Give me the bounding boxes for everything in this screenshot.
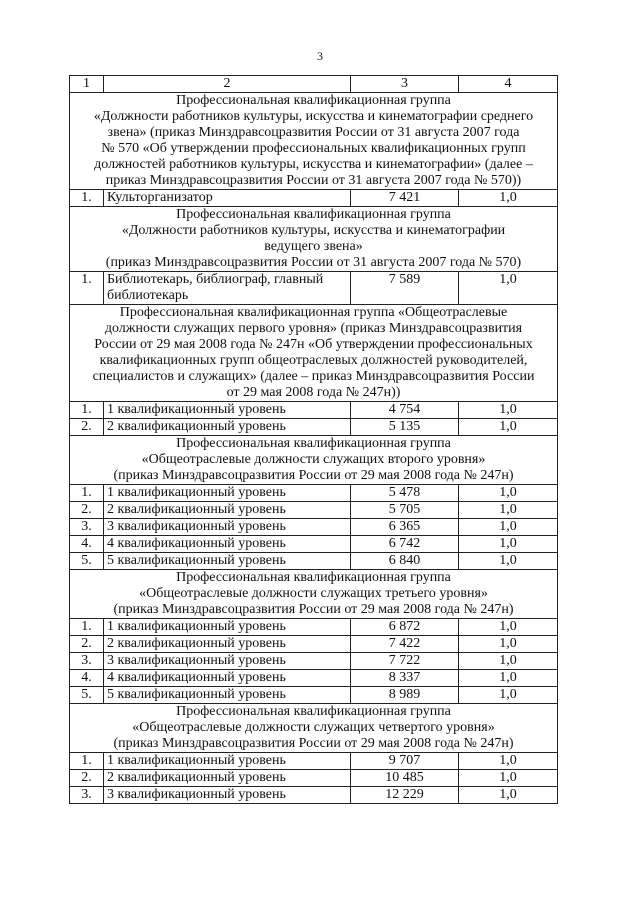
salary-value: 6 742: [351, 536, 459, 553]
position-name: 2 квалификационный уровень: [104, 770, 351, 787]
group-title-line: «Должности работников культуры, искусства и кинематографии среднего: [93, 109, 534, 124]
group-title-line: приказ Минздравсоцразвития России от 31 августа 2007 года № 570)): [105, 173, 522, 188]
salary-value: 6 872: [351, 619, 459, 636]
row-number: 1.: [70, 619, 104, 636]
salary-value: 5 135: [351, 419, 459, 436]
coefficient-value: 1,0: [459, 619, 558, 636]
salary-value: 7 589: [351, 272, 459, 305]
salary-value: 5 478: [351, 485, 459, 502]
position-name: 1 квалификационный уровень: [104, 753, 351, 770]
row-number: 3.: [70, 519, 104, 536]
row-number: 3.: [70, 787, 104, 804]
salary-value: 6 840: [351, 553, 459, 570]
group-title-line: (приказ Минздравсоцразвития России от 29 мая 2008 года № 247н): [113, 602, 514, 617]
table-row: [70, 536, 558, 553]
row-number: 1.: [70, 485, 104, 502]
group-title: [70, 93, 558, 190]
position-name: 3 квалификационный уровень: [104, 519, 351, 536]
salary-table-body: [70, 76, 558, 804]
salary-value: 9 707: [351, 753, 459, 770]
table-row: [70, 553, 558, 570]
row-number: 2.: [70, 502, 104, 519]
row-number: 1.: [70, 402, 104, 419]
table-row: [70, 272, 558, 305]
group-title: [70, 570, 558, 619]
salary-value: 12 229: [351, 787, 459, 804]
position-name: 1 квалификационный уровень: [104, 485, 351, 502]
group-title-line: от 29 мая 2008 года № 247н)): [226, 385, 401, 400]
table-row: [70, 502, 558, 519]
position-name: Культорганизатор: [104, 190, 351, 207]
group-header-row: [70, 305, 558, 402]
coefficient-value: 1,0: [459, 687, 558, 704]
position-name: 5 квалификационный уровень: [104, 687, 351, 704]
group-title-line: ведущего звена»: [264, 239, 363, 254]
header-cell-3: 3: [351, 76, 459, 93]
group-title-line: «Общеотраслевые должности служащих четвертого уровня»: [132, 720, 495, 735]
row-number: 2.: [70, 636, 104, 653]
group-title-line: Профессиональная квалификационная группа: [176, 570, 451, 585]
group-title-line: должности служащих первого уровня» (приказ Минздравсоцразвития: [104, 321, 523, 336]
group-title: [70, 207, 558, 272]
table-row: [70, 485, 558, 502]
group-title-line: звена» (приказ Минздравсоцразвития России от 31 августа 2007 года: [107, 125, 520, 140]
salary-value: 6 365: [351, 519, 459, 536]
table-row: [70, 519, 558, 536]
table-row: [70, 670, 558, 687]
salary-value: 7 421: [351, 190, 459, 207]
table-row: [70, 770, 558, 787]
group-title-line: «Общеотраслевые должности служащих третьего уровня»: [139, 586, 488, 601]
group-title-line: России от 29 мая 2008 года № 247н «Об утверждении профессиональных: [94, 337, 533, 352]
group-title-line: (приказ Минздравсоцразвития России от 29 мая 2008 года № 247н): [113, 468, 514, 483]
salary-value: 10 485: [351, 770, 459, 787]
row-number: 5.: [70, 687, 104, 704]
group-title: [70, 436, 558, 485]
position-name: 1 квалификационный уровень: [104, 619, 351, 636]
coefficient-value: 1,0: [459, 485, 558, 502]
table-row: [70, 787, 558, 804]
coefficient-value: 1,0: [459, 770, 558, 787]
table-row: [70, 636, 558, 653]
coefficient-value: 1,0: [459, 553, 558, 570]
group-title-line: «Должности работников культуры, искусства и кинематографии: [121, 223, 506, 238]
salary-value: 8 989: [351, 687, 459, 704]
row-number: 4.: [70, 536, 104, 553]
table-row: [70, 190, 558, 207]
salary-value: 7 422: [351, 636, 459, 653]
position-name: 1 квалификационный уровень: [104, 402, 351, 419]
group-title-line: Профессиональная квалификационная группа: [176, 704, 451, 719]
position-name: 2 квалификационный уровень: [104, 636, 351, 653]
coefficient-value: 1,0: [459, 519, 558, 536]
group-title: [70, 704, 558, 753]
position-name: 4 квалификационный уровень: [104, 536, 351, 553]
row-number: 4.: [70, 670, 104, 687]
row-number: 5.: [70, 553, 104, 570]
row-number: 1.: [70, 190, 104, 207]
group-header-row: [70, 436, 558, 485]
table-row: [70, 653, 558, 670]
header-cell-4: 4: [459, 76, 558, 93]
group-header-row: [70, 93, 558, 190]
group-title-line: Профессиональная квалификационная группа: [176, 207, 451, 222]
group-title-line: (приказ Минздравсоцразвития России от 29 мая 2008 года № 247н): [113, 736, 514, 751]
group-title-line: специалистов и служащих» (далее – приказ Минздравсоцразвития России: [92, 369, 535, 384]
position-name: 2 квалификационный уровень: [104, 502, 351, 519]
group-title: [70, 305, 558, 402]
table-row: [70, 687, 558, 704]
coefficient-value: 1,0: [459, 402, 558, 419]
table-row: [70, 753, 558, 770]
position-name: 2 квалификационный уровень: [104, 419, 351, 436]
salary-value: 8 337: [351, 670, 459, 687]
table-row: [70, 419, 558, 436]
coefficient-value: 1,0: [459, 753, 558, 770]
coefficient-value: 1,0: [459, 536, 558, 553]
header-cell-2: 2: [104, 76, 351, 93]
position-name: 3 квалификационный уровень: [104, 787, 351, 804]
table-row: [70, 402, 558, 419]
coefficient-value: 1,0: [459, 670, 558, 687]
coefficient-value: 1,0: [459, 272, 558, 305]
position-name: 3 квалификационный уровень: [104, 653, 351, 670]
position-name: 5 квалификационный уровень: [104, 553, 351, 570]
header-cell-1: 1: [70, 76, 104, 93]
group-title-line: должностей работников культуры, искусства и кинематографии» (далее –: [94, 157, 533, 172]
salary-value: 4 754: [351, 402, 459, 419]
position-name: Библиотекарь, библиограф, главный библиотекарь: [104, 272, 351, 305]
group-title-line: № 570 «Об утверждении профессиональных квалификационных групп: [101, 141, 526, 156]
coefficient-value: 1,0: [459, 787, 558, 804]
coefficient-value: 1,0: [459, 190, 558, 207]
group-header-row: [70, 704, 558, 753]
group-header-row: [70, 207, 558, 272]
salary-value: 5 705: [351, 502, 459, 519]
group-title-line: квалификационных групп общеотраслевых должностей руководителей,: [99, 353, 528, 368]
row-number: 1.: [70, 753, 104, 770]
coefficient-value: 1,0: [459, 502, 558, 519]
group-title-line: Профессиональная квалификационная группа «Общеотраслевые: [119, 305, 508, 320]
salary-table: [69, 75, 558, 804]
coefficient-value: 1,0: [459, 636, 558, 653]
row-number: 2.: [70, 770, 104, 787]
coefficient-value: 1,0: [459, 653, 558, 670]
group-title-line: (приказ Минздравсоцразвития России от 31 августа 2007 года № 570): [105, 255, 522, 270]
row-number: 3.: [70, 653, 104, 670]
row-number: 2.: [70, 419, 104, 436]
page-number: 3: [317, 49, 323, 63]
coefficient-value: 1,0: [459, 419, 558, 436]
position-name: 4 квалификационный уровень: [104, 670, 351, 687]
salary-value: 7 722: [351, 653, 459, 670]
group-header-row: [70, 570, 558, 619]
group-title-line: Профессиональная квалификационная группа: [176, 93, 451, 108]
header-row: [70, 76, 558, 93]
group-title-line: «Общеотраслевые должности служащих второго уровня»: [141, 452, 486, 467]
row-number: 1.: [70, 272, 104, 305]
table-row: [70, 619, 558, 636]
group-title-line: Профессиональная квалификационная группа: [176, 436, 451, 451]
